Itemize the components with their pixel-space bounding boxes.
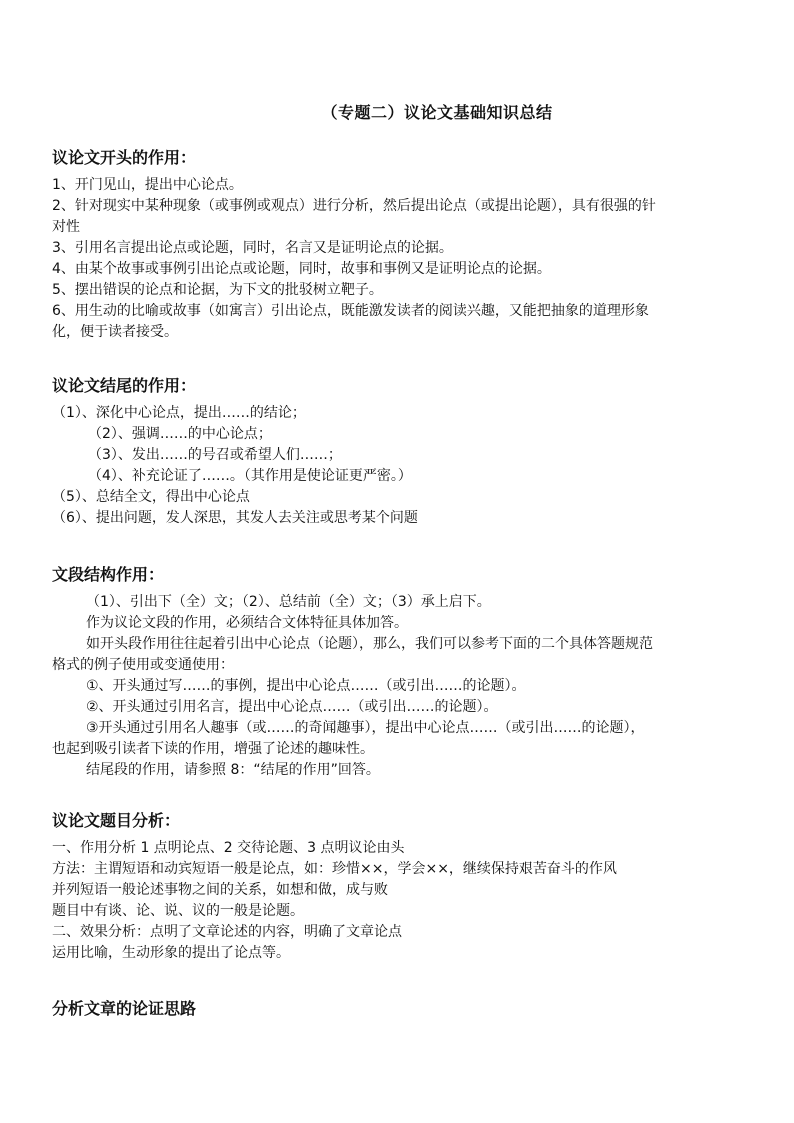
text-line: 4、由某个故事或事例引出论点或论题，同时，故事和事例又是证明论点的论据。 xyxy=(52,261,551,277)
text-line: 5、摆出错误的论点和论据，为下文的批驳树立靶子。 xyxy=(52,282,383,298)
section-heading-structure: 文段结构作用： xyxy=(52,565,165,584)
text-line: 作为议论文段的作用，必须结合文体特征具体加答。 xyxy=(86,615,408,631)
text-line: （3）、发出……的号召或希望人们……； xyxy=(88,447,342,463)
section-body-opening xyxy=(52,175,742,343)
text-line: （2）、强调……的中心论点； xyxy=(88,426,272,442)
text-line: ③开头通过引用名人趣事（或……的奇闻趣事），提出中心论点……（或引出……的论题）， xyxy=(86,720,645,736)
text-line: （1）、深化中心论点，提出……的结论； xyxy=(52,405,306,421)
text-line: 也起到吸引读者下读的作用，增强了论述的趣味性。 xyxy=(52,741,374,757)
text-line: 6、用生动的比喻或故事（如寓言）引出论点，既能激发读者的阅读兴趣，又能把抽象的道理形象 xyxy=(52,303,649,319)
text-line: 2、针对现实中某种现象（或事例或观点）进行分析，然后提出论点（或提出论题），具有很强的针 xyxy=(52,198,656,214)
text-line: 化，便于读者接受。 xyxy=(52,324,178,340)
text-line: 二、效果分析：点明了文章论述的内容，明确了文章论点 xyxy=(52,924,402,940)
text-line: 3、引用名言提出论点或论题，同时，名言又是证明论点的论据。 xyxy=(52,240,453,256)
section-body-structure xyxy=(52,592,742,781)
text-line: 对性 xyxy=(52,219,80,235)
text-line: 如开头段作用往往起着引出中心论点（论题），那么，我们可以参考下面的二个具体答题规范 xyxy=(86,636,653,652)
text-line: （1）、引出下（全）文；（2）、总结前（全）文；（3）承上启下。 xyxy=(86,594,491,610)
text-line: 一、作用分析 1 点明论点、2 交待论题、3 点明议论由头 xyxy=(52,840,405,856)
text-line: 1、开门见山，提出中心论点。 xyxy=(52,177,243,193)
text-line: 格式的例子使用或变通使用： xyxy=(52,657,234,673)
section-heading-ending: 议论文结尾的作用： xyxy=(52,376,197,395)
section-heading-argument-reasoning: 分析文章的论证思路 xyxy=(52,999,197,1018)
text-line: 结尾段的作用，请参照 8：“结尾的作用”回答。 xyxy=(86,762,380,778)
section-heading-title-analysis: 议论文题目分析： xyxy=(52,811,181,830)
text-line: （5）、总结全文，得出中心论点 xyxy=(52,489,250,505)
section-heading-opening: 议论文开头的作用： xyxy=(52,148,197,167)
text-line: 并列短语一般论述事物之间的关系，如想和做，成与败 xyxy=(52,882,388,898)
section-body-title-analysis xyxy=(52,838,742,964)
text-line: 方法：主谓短语和动宾短语一般是论点，如：珍惜××，学会××，继续保持艰苦奋斗的作风 xyxy=(52,861,617,877)
text-line: ①、开头通过写……的事例，提出中心论点……（或引出……的论题）。 xyxy=(86,678,526,694)
section-body-ending xyxy=(52,403,742,529)
text-line: （4）、补充论证了……。（其作用是使论证更严密。） xyxy=(88,468,412,484)
text-line: 运用比喻，生动形象的提出了论点等。 xyxy=(52,945,290,961)
text-line: 题目中有谈、论、说、议的一般是论题。 xyxy=(52,903,304,919)
text-line: （6）、提出问题，发人深思，其发人去关注或思考某个问题 xyxy=(52,510,418,526)
document-title: （专题二）议论文基础知识总结 xyxy=(321,103,553,122)
text-line: ②、开头通过引用名言，提出中心论点……（或引出……的论题）。 xyxy=(86,699,498,715)
